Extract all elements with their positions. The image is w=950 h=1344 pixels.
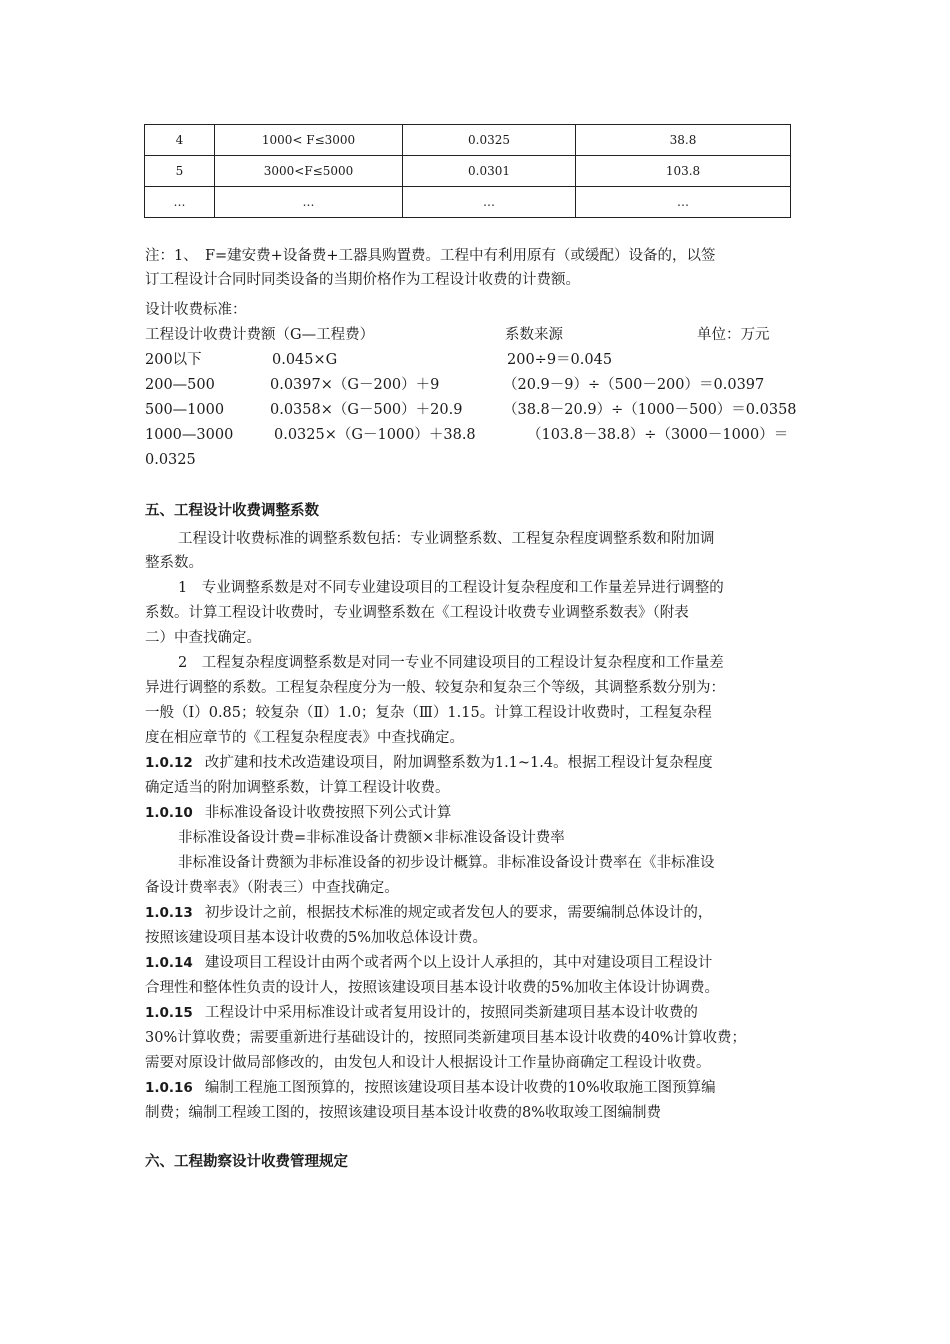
standard-row-source: 200÷9＝0.045 bbox=[507, 352, 613, 368]
section5-heading: 五、工程设计收费调整系数 bbox=[145, 502, 319, 519]
standard-row-formula: 0.0358×（G－500）＋20.9 bbox=[270, 402, 463, 418]
clause-1010-number: 1.0.10 bbox=[145, 805, 193, 821]
table-row bbox=[145, 156, 791, 187]
table-cell: 38.8 bbox=[576, 125, 791, 156]
clause-1015-line-2: 30%计算收费；需要重新进行基础设计的，按照同类新建项目基本设计收费的40%计算收费； bbox=[145, 1030, 746, 1046]
table-cell: … bbox=[403, 187, 576, 218]
clause-1015-line-1 bbox=[145, 1001, 698, 1026]
standard-row-source: （38.8－20.9）÷（1000－500）＝0.0358 bbox=[503, 402, 797, 418]
standard-title: 设计收费标准： bbox=[145, 302, 247, 318]
p1-line-2: 系数。计算工程设计收费时，专业调整系数在《工程设计收费专业调整系数表》（附表 bbox=[145, 605, 689, 621]
clause-1016-line-2: 制费；编制工程竣工图的，按照该建设项目基本设计收费的8%收取竣工图编制费 bbox=[145, 1105, 662, 1121]
clause-1014-line-1 bbox=[145, 951, 712, 976]
p2-line-3: 一般（Ⅰ）0.85；较复杂（Ⅱ）1.0；复杂（Ⅲ）1.15。计算工程设计收费时，工程复杂程 bbox=[145, 705, 712, 721]
standard-row-formula: 0.0397×（G－200）＋9 bbox=[270, 377, 440, 393]
clause-1013-text: 初步设计之前，根据技术标准的规定或者发包人的要求，需要编制总体设计的， bbox=[204, 905, 713, 921]
section6-heading: 六、工程勘察设计收费管理规定 bbox=[145, 1153, 348, 1170]
section5-intro-2: 整系数。 bbox=[145, 555, 203, 571]
standard-header-col2: 系数来源 bbox=[505, 327, 563, 343]
clause-1016-number: 1.0.16 bbox=[145, 1080, 193, 1096]
clause-1010-line-2: 非标准设备设计费=非标准设备计费额×非标准设备设计费率 bbox=[178, 830, 565, 846]
note-line-1: 注：1、 F=建安费+设备费+工器具购置费。工程中有利用原有（或缓配）设备的，以签 bbox=[145, 248, 716, 264]
clause-1012-number: 1.0.12 bbox=[145, 755, 193, 771]
note-line-2: 订工程设计合同时同类设备的当期价格作为工程设计收费的计费额。 bbox=[145, 272, 580, 288]
table-row bbox=[145, 125, 791, 156]
clause-1012-line-1 bbox=[145, 751, 713, 776]
clause-1015-line-3: 需要对原设计做局部修改的，由发包人和设计人根据设计工作量协商确定工程设计收费。 bbox=[145, 1055, 711, 1071]
clause-1015-number: 1.0.15 bbox=[145, 1005, 193, 1021]
table-cell: 3000<F≤5000 bbox=[215, 156, 403, 187]
clause-1010-line-4: 备设计费率表》（附表三）中查找确定。 bbox=[145, 880, 399, 896]
standard-row-formula: 0.045×G bbox=[272, 352, 338, 368]
table-cell: … bbox=[215, 187, 403, 218]
clause-1010-line-3: 非标准设备计费额为非标准设备的初步设计概算。非标准设备设计费率在《非标准设 bbox=[178, 855, 715, 871]
standard-header-col3: 单位：万元 bbox=[697, 327, 770, 343]
fee-table bbox=[144, 124, 791, 218]
table-cell: … bbox=[576, 187, 791, 218]
table-cell: 1000< F≤3000 bbox=[215, 125, 403, 156]
clause-1012-line-2: 确定适当的附加调整系数，计算工程设计收费。 bbox=[145, 780, 450, 796]
clause-1015-text: 工程设计中采用标准设计或者复用设计的，按照同类新建项目基本设计收费的 bbox=[204, 1005, 698, 1021]
clause-1013-line-1 bbox=[145, 901, 712, 926]
table-cell: 0.0325 bbox=[403, 125, 576, 156]
clause-1014-text: 建设项目工程设计由两个或者两个以上设计人承担的，其中对建设项目工程设计 bbox=[204, 955, 713, 971]
p1-line-1: 1 专业调整系数是对不同专业建设项目的工程设计复杂程度和工作量差异进行调整的 bbox=[178, 580, 724, 596]
clause-1012-text: 改扩建和技术改造建设项目，附加调整系数为1.1~1.4。根据工程设计复杂程度 bbox=[204, 755, 713, 771]
standard-row-range: 200以下 bbox=[145, 352, 202, 368]
table-cell: 0.0301 bbox=[403, 156, 576, 187]
clause-1014-line-2: 合理性和整体性负责的设计人，按照该建设项目基本设计收费的5%加收主体设计协调费。 bbox=[145, 980, 719, 996]
table-row bbox=[145, 187, 791, 218]
standard-row-source: （20.9－9）÷（500－200）＝0.0397 bbox=[503, 377, 765, 393]
clause-1013-number: 1.0.13 bbox=[145, 905, 193, 921]
clause-1016-text: 编制工程施工图预算的，按照该建设项目基本设计收费的10%收取施工图预算编 bbox=[204, 1080, 716, 1096]
clause-1016-line-1 bbox=[145, 1076, 716, 1101]
clause-1010-line-1 bbox=[145, 801, 451, 826]
section5-intro-1: 工程设计收费标准的调整系数包括：专业调整系数、工程复杂程度调整系数和附加调 bbox=[178, 531, 715, 547]
p1-line-3: 二）中查找确定。 bbox=[145, 630, 261, 646]
p2-line-1: 2 工程复杂程度调整系数是对同一专业不同建设项目的工程设计复杂程度和工作量差 bbox=[178, 655, 724, 671]
standard-row-range: 500—1000 bbox=[145, 402, 225, 418]
standard-row-source: （103.8－38.8）÷（3000－1000）＝ bbox=[527, 427, 789, 443]
clause-1014-number: 1.0.14 bbox=[145, 955, 193, 971]
table-cell: 4 bbox=[145, 125, 215, 156]
standard-header-col1: 工程设计收费计费额（G—工程费） bbox=[145, 327, 375, 343]
table-cell: … bbox=[145, 187, 215, 218]
standard-tail: 0.0325 bbox=[145, 452, 196, 468]
clause-1010-text: 非标准设备设计收费按照下列公式计算 bbox=[204, 805, 452, 821]
p2-line-4: 度在相应章节的《工程复杂程度表》中查找确定。 bbox=[145, 730, 464, 746]
p2-line-2: 异进行调整的系数。工程复杂程度分为一般、较复杂和复杂三个等级，其调整系数分别为： bbox=[145, 680, 725, 696]
standard-row-range: 1000—3000 bbox=[145, 427, 234, 443]
standard-row-formula: 0.0325×（G－1000）＋38.8 bbox=[274, 427, 476, 443]
clause-1013-line-2: 按照该建设项目基本设计收费的5%加收总体设计费。 bbox=[145, 930, 488, 946]
table-cell: 103.8 bbox=[576, 156, 791, 187]
table-cell: 5 bbox=[145, 156, 215, 187]
standard-row-range: 200—500 bbox=[145, 377, 215, 393]
